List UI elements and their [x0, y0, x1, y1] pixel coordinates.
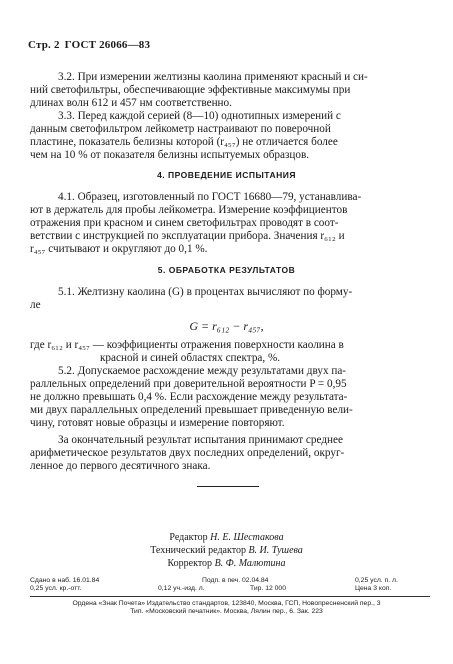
text-line: ле — [30, 299, 41, 311]
imprint-signed: Подп. в печ. 02.04.84 — [202, 577, 269, 584]
imprint-divider — [30, 596, 430, 597]
imprint-print-sheets: 0,25 усл. п. л. — [355, 577, 398, 584]
text-line: ют в держатель для пробы лейкометра. Измерение коэффициентов — [30, 204, 348, 216]
credit-role: Редактор — [169, 532, 208, 543]
credit-role: Корректор — [167, 558, 213, 569]
paragraph-5-2 — [30, 365, 425, 430]
text-line: чем на 10 % от показателя белизны испытуемых образцов. — [30, 149, 310, 161]
standard-code: ГОСТ 26066—83 — [64, 39, 151, 51]
credit-name: В. Ф. Малютина — [214, 558, 286, 569]
paragraph-5-1 — [30, 286, 425, 312]
text-line: отражения при красном и синем светофильтрах проводят в соот- — [30, 217, 339, 229]
text-line: ветствии с инструкцией по эксплуатации прибора. Значения r₆₁₂ и — [30, 230, 345, 242]
imprint-price: Цена 3 коп. — [355, 585, 392, 592]
text-line: 5.1. Желтизну каолина (G) в процентах вычисляют по форму- — [58, 286, 353, 298]
text-line: За окончательный результат испытания принимают среднее — [58, 434, 343, 446]
credits — [0, 531, 453, 570]
imprint-run: Тир. 12 000 — [250, 585, 286, 592]
paragraph-5-3 — [30, 434, 425, 473]
publisher-footer — [0, 600, 453, 616]
paragraph-4-1 — [30, 191, 425, 256]
formula-explanation — [30, 339, 425, 365]
credit-role: Технический редактор — [150, 545, 246, 556]
paragraph-3-3 — [30, 110, 425, 162]
imprint-sent: Сдано в наб. 16.01.84 — [30, 577, 100, 584]
text-line: пластине, показатель белизны которой (r₄₅₇) не отличается более — [30, 136, 338, 148]
section-heading-5: 5. ОБРАБОТКА РЕЗУЛЬТАТОВ — [157, 265, 296, 275]
text-line: ми двух параллельных определений превышает приведенную вели- — [30, 404, 353, 416]
text-line: 3.3. Перед каждой серией (8—10) однотипных измерений с — [58, 110, 341, 122]
page-number: Стр. 2 — [28, 39, 60, 51]
imprint-ed-sheets: 0,12 уч.-изд. л. — [158, 585, 205, 592]
credit-proofreader — [0, 557, 453, 570]
credit-editor — [0, 531, 453, 544]
page-header — [28, 39, 150, 51]
imprint-cr-ott: 0,25 усл. кр.-отт. — [30, 585, 82, 592]
text-line: не должно превышать 0,4 %. Если расхождение между результата- — [30, 391, 348, 403]
text-line: арифметическое результатов двух последних определений, округ- — [30, 447, 345, 459]
credit-tech-editor — [0, 544, 453, 557]
text-line: чину, готовят новые образцы и измерение повторяют. — [30, 417, 285, 429]
text-line: 5.2. Допускаемое расхождение между результатами двух па- — [58, 365, 347, 377]
text-line: ний светофильтры, обеспечивающие эффективные максимумы при — [30, 84, 351, 96]
section-heading-4: 4. ПРОВЕДЕНИЕ ИСПЫТАНИЯ — [157, 170, 296, 180]
text-line: 4.1. Образец, изготовленный по ГОСТ 16680—79, устанавлива- — [58, 191, 362, 203]
text-line: данным светофильтром лейкометр настраивают по поверочной — [30, 123, 331, 135]
text-line: где r₆₁₂ и r₄₅₇ — коэффициенты отражения поверхности каолина в — [30, 339, 344, 351]
text-line: длинах волн 612 и 457 нм соответственно. — [30, 97, 232, 109]
divider — [197, 486, 259, 487]
footer-line: Тип. «Московский печатник». Москва, Лялин пер., 6. Зак. 223 — [130, 608, 323, 615]
footer-line: Ордена «Знак Почета» Издательство стандартов, 123840, Москва, ГСП, Новопресненский пер., 3 — [72, 600, 381, 607]
paragraph-3-2 — [30, 71, 425, 110]
text-line: красной и синей областях спектра, %. — [100, 352, 281, 364]
imprint — [30, 577, 430, 593]
credit-name: В. И. Тушева — [248, 545, 303, 556]
credit-name: Н. Е. Шестакова — [210, 532, 284, 543]
text-line: r₄₅₇ считывают и округляют до 0,1 %. — [30, 243, 208, 255]
text-line: ленное до первого десятичного знака. — [30, 460, 211, 472]
text-line: раллельных определений при доверительной вероятности P = 0,95 — [30, 378, 347, 390]
text-line: 3.2. При измерении желтизны каолина применяют красный и си- — [58, 71, 368, 83]
formula: G = r₆₁₂ − r₄₅₇, — [189, 319, 264, 333]
